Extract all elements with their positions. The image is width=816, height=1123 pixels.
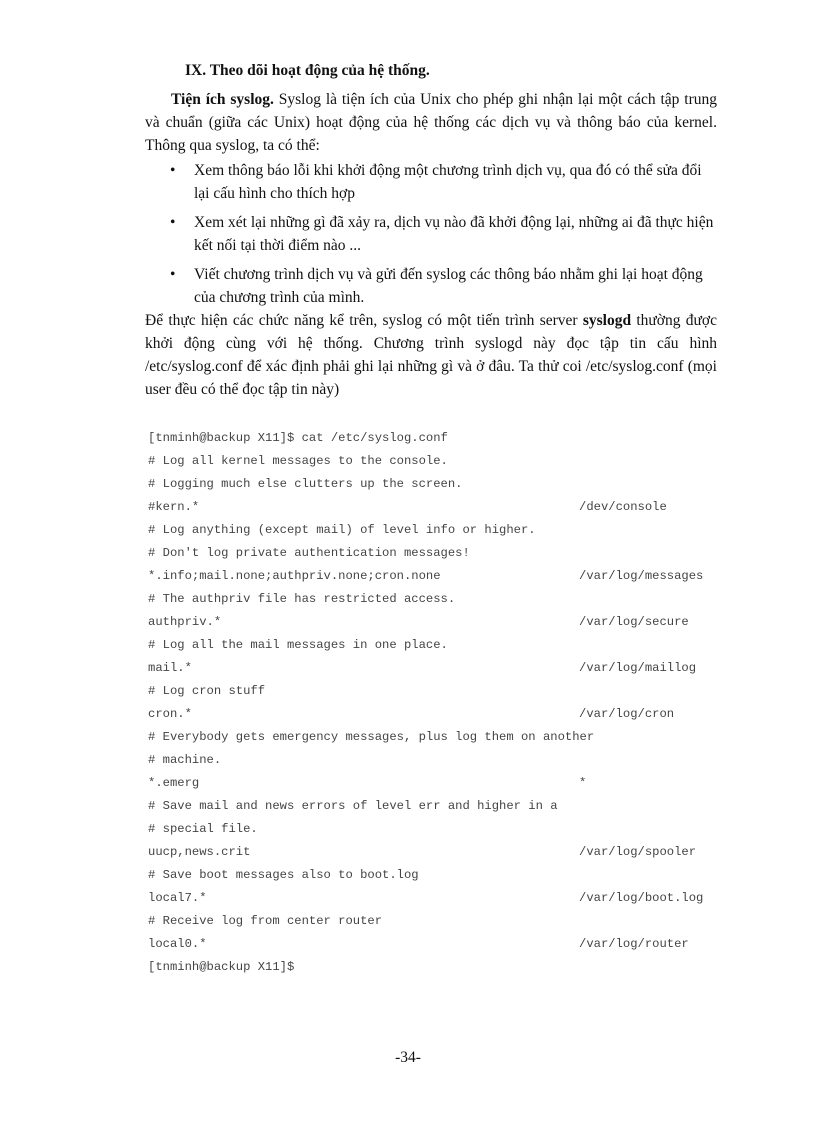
intro-lead: Tiện ích syslog. <box>171 91 274 108</box>
para2-after: thường được khởi động cùng với hệ thống. Chương trình syslogd này đọc tập tin cấu hình /etc/syslog.conf để xác định phải ghi lại những gì và ở đâu. Ta thử coi /etc/syslog.conf (mọi user đều có thể đọc tập tin này) <box>145 312 717 398</box>
bullet-list <box>170 159 718 315</box>
code-line-destination: /var/log/spooler <box>579 845 697 859</box>
code-line-text: # Save boot messages also to boot.log <box>148 868 419 882</box>
code-line <box>148 887 748 910</box>
code-line-text: # Save mail and news errors of level err and higher in a <box>148 799 558 813</box>
code-line-text: # Log all the mail messages in one place. <box>148 638 448 652</box>
code-line <box>148 657 748 680</box>
intro-paragraph <box>145 88 717 157</box>
code-line-text: *.info;mail.none;authpriv.none;cron.none <box>148 569 441 583</box>
code-line <box>148 864 748 887</box>
section-heading: IX. Theo dõi hoạt động của hệ thống. <box>185 62 430 79</box>
code-line <box>148 565 748 588</box>
code-line <box>148 795 748 818</box>
code-line-text: # Receive log from center router <box>148 914 383 928</box>
bullet-icon: • <box>170 266 176 283</box>
code-line <box>148 818 748 841</box>
code-line <box>148 910 748 933</box>
code-line <box>148 772 748 795</box>
code-line <box>148 427 748 450</box>
code-line <box>148 496 748 519</box>
para2-before: Để thực hiện các chức năng kể trên, syslog có một tiến trình server <box>145 312 583 329</box>
code-line-destination: /var/log/router <box>579 937 689 951</box>
code-listing <box>148 427 748 979</box>
code-line <box>148 588 748 611</box>
syslogd-term: syslogd <box>582 312 632 329</box>
code-line-destination: /var/log/secure <box>579 615 689 629</box>
bullet-icon: • <box>170 162 176 179</box>
code-line-destination: /dev/console <box>579 500 667 514</box>
intro-text: Syslog là tiện ích của Unix cho phép ghi nhận lại một cách tập trung và chuẩn (giữa các Unix) hoạt động của hệ thống các dịch vụ và thông báo của kernel. Thông qua syslog, ta có thể: <box>145 91 717 154</box>
list-item <box>170 159 718 205</box>
list-item <box>170 263 718 309</box>
code-line-text: # Log anything (except mail) of level info or higher. <box>148 523 536 537</box>
code-line-destination: /var/log/cron <box>579 707 675 721</box>
code-line <box>148 634 748 657</box>
code-line <box>148 680 748 703</box>
code-line-text: # Log all kernel messages to the console. <box>148 454 448 468</box>
syslogd-paragraph <box>145 309 717 401</box>
code-line <box>148 611 748 634</box>
code-line-text: *.emerg <box>148 776 200 790</box>
code-line <box>148 933 748 956</box>
code-line-destination: /var/log/maillog <box>579 661 697 675</box>
code-line-text: local0.* <box>148 937 207 951</box>
code-line <box>148 726 748 749</box>
code-line-text: # Everybody gets emergency messages, plus log them on another <box>148 730 595 744</box>
code-line <box>148 956 748 979</box>
code-line-text: local7.* <box>148 891 207 905</box>
code-line-text: [tnminh@backup X11]$ cat /etc/syslog.conf <box>148 431 448 445</box>
bullet-icon: • <box>170 214 176 231</box>
code-line-text: # The authpriv file has restricted access. <box>148 592 456 606</box>
code-line-destination: /var/log/boot.log <box>579 891 704 905</box>
list-item-text: Viết chương trình dịch vụ và gửi đến syslog các thông báo nhằm ghi lại hoạt động của chương trình của mình. <box>194 266 703 306</box>
code-line-text: uucp,news.crit <box>148 845 251 859</box>
code-line-text: # Log cron stuff <box>148 684 266 698</box>
code-line-text: authpriv.* <box>148 615 222 629</box>
code-line-destination: * <box>579 776 587 790</box>
code-line <box>148 703 748 726</box>
code-line-text: mail.* <box>148 661 192 675</box>
code-line <box>148 519 748 542</box>
code-line-text: cron.* <box>148 707 192 721</box>
code-line-text: # Logging much else clutters up the screen. <box>148 477 463 491</box>
code-line-text: # Don't log private authentication messages! <box>148 546 470 560</box>
code-line <box>148 542 748 565</box>
page-number: -34- <box>395 1049 421 1066</box>
code-line-destination: /var/log/messages <box>579 569 704 583</box>
code-line <box>148 749 748 772</box>
code-line-text: #kern.* <box>148 500 200 514</box>
code-line <box>148 841 748 864</box>
list-item-text: Xem thông báo lỗi khi khởi động một chương trình dịch vụ, qua đó có thể sửa đổi lại cấu hình cho thích hợp <box>194 162 702 202</box>
code-line <box>148 473 748 496</box>
code-line-text: # special file. <box>148 822 258 836</box>
code-line-text: [tnminh@backup X11]$ <box>148 960 295 974</box>
code-line <box>148 450 748 473</box>
list-item-text: Xem xét lại những gì đã xảy ra, dịch vụ nào đã khởi động lại, những ai đã thực hiện kết nối tại thời điểm nào ... <box>194 214 714 254</box>
list-item <box>170 211 718 257</box>
code-line-text: # machine. <box>148 753 222 767</box>
